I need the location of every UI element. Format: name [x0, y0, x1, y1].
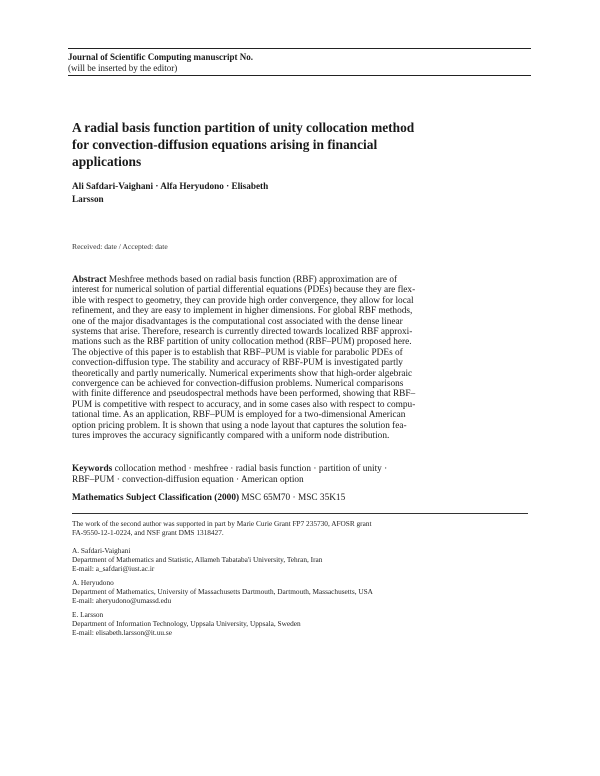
abstract-line: convection-diffusion type. The stability and accuracy of RBF-PUM is investigated partly: [72, 358, 403, 369]
affiliation-email: E-mail: a_safdari@iust.ac.ir: [72, 564, 155, 574]
abstract-line: tational time. As an application, RBF–PUM is employed for a two-dimensional American: [72, 410, 406, 421]
abstract-line: PUM is competitive with respect to accuracy, and in some cases also with respect to compu-: [72, 399, 416, 410]
funding-note: [72, 519, 528, 537]
abstract-line: with finite difference and pseudospectral methods have been performed, showing that RBF–: [72, 389, 416, 400]
abstract-line: ible with respect to geometry, they can provide high order convergence, they allow for local: [72, 295, 414, 306]
keywords-label: Keywords: [72, 464, 113, 474]
abstract-line: systems that arise. Therefore, research is currently directed towards localized RBF approxi-: [72, 327, 413, 338]
author-line: Larsson: [72, 194, 104, 204]
abstract-line: [72, 275, 528, 285]
funding-line: The work of the second author was supported in part by Marie Curie Grant FP7 235730, AFOSR grant: [72, 519, 372, 528]
keywords-line: RBF–PUM · convection-diffusion equation · American option: [72, 475, 304, 485]
editor-note: (will be inserted by the editor): [68, 63, 178, 73]
title-line: A radial basis function partition of unity collocation method: [72, 120, 415, 135]
author-list: [72, 180, 322, 206]
msc-classification: [72, 493, 528, 504]
keywords: [72, 464, 528, 486]
affiliation-block: [72, 610, 528, 638]
affiliation-name: E. Larsson: [72, 610, 104, 619]
keywords-line: [72, 464, 528, 475]
abstract-line: option pricing problem. It is shown that using a node layout that captures the solution fea-: [72, 420, 407, 431]
msc-label: Mathematics Subject Classification (2000): [72, 493, 240, 503]
journal-header: [68, 48, 531, 76]
received-date: Received: date / Accepted: date: [72, 242, 168, 251]
abstract: [72, 275, 528, 442]
author-line: Ali Safdari-Vaighani · Alfa Heryudono · Elisabeth: [72, 181, 269, 191]
abstract-line: tures improves the accuracy significantly compared with a uniform node distribution.: [72, 431, 390, 442]
abstract-text: Meshfree methods based on radial basis function (RBF) approximation are of: [106, 275, 398, 285]
abstract-line: theoretically and partly numerically. Numerical experiments show that high-order algebraic: [72, 368, 413, 379]
title-line: for convection-diffusion equations arising in financial: [72, 137, 378, 152]
affiliation-dept: Department of Mathematics and Statistic, Allameh Tabataba'i University, Tehran, Iran: [72, 555, 323, 565]
footnote-divider: [72, 513, 528, 514]
affiliation-block: [72, 546, 528, 574]
funding-line: FA-9550-12-1-0224, and NSF grant DMS 1318427.: [72, 528, 224, 538]
affiliation-name: A. Heryudono: [72, 578, 114, 587]
affiliation-dept: Department of Mathematics, University of Massachusetts Dartmouth, Dartmouth, Massachusetts, USA: [72, 587, 373, 597]
keywords-text: collocation method · meshfree · radial basis function · partition of unity ·: [112, 464, 388, 474]
affiliation-email: E-mail: elisabeth.larsson@it.uu.se: [72, 628, 172, 638]
abstract-line: mations such as the RBF partition of unity collocation method (RBF–PUM) proposed here.: [72, 337, 412, 348]
paper-title: [72, 119, 432, 170]
affiliation-dept: Department of Information Technology, Uppsala University, Uppsala, Sweden: [72, 619, 301, 629]
abstract-line: convergence can be achieved for convection-diffusion problems. Numerical comparisons: [72, 379, 404, 390]
abstract-label: Abstract: [72, 275, 107, 285]
title-line: applications: [72, 154, 142, 169]
affiliation-block: [72, 578, 528, 606]
msc-value: MSC 65M70 · MSC 35K15: [239, 493, 346, 503]
affiliation-email: E-mail: aheryudono@umassd.edu: [72, 596, 172, 606]
abstract-line: The objective of this paper is to establish that RBF–PUM is viable for parabolic PDEs of: [72, 347, 403, 358]
abstract-line: refinement, and they are easy to implement in higher dimensions. For global RBF methods,: [72, 306, 413, 317]
abstract-line: interest for numerical solution of partial differential equations (PDEs) because they are flex-: [72, 285, 416, 296]
abstract-line: one of the major disadvantages is the computational cost associated with the dense linear: [72, 316, 403, 327]
affiliation-name: A. Safdari-Vaighani: [72, 546, 131, 555]
journal-name: Journal of Scientific Computing manuscript No.: [68, 52, 254, 62]
